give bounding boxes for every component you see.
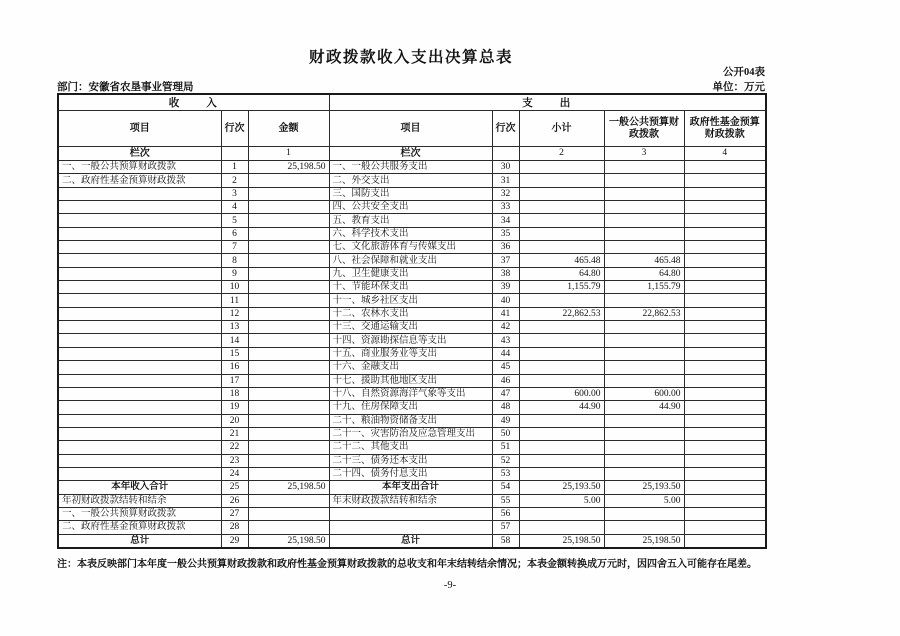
income-amount-cell: [248, 441, 329, 454]
income-amount-cell: [248, 187, 329, 200]
income-amount-cell: [248, 321, 329, 334]
income-line-cell: 29: [221, 534, 248, 548]
income-amount-cell: [248, 507, 329, 520]
income-item-cell: [58, 467, 221, 480]
expense-subtotal-cell: [519, 187, 604, 200]
income-line-cell: 6: [221, 227, 248, 240]
table-row: [58, 347, 766, 360]
table-row: [58, 241, 766, 254]
expense-gov-fund-cell: [684, 334, 766, 347]
expense-subtotal-cell: 64.80: [519, 267, 604, 280]
table-row: [58, 361, 766, 374]
expense-general-budget-cell: 465.48: [604, 254, 684, 267]
income-line-cell: 16: [221, 361, 248, 374]
col-header-expense-subtotal: 小计: [519, 111, 604, 147]
expense-general-budget-cell: 5.00: [604, 494, 684, 507]
income-line-cell: 13: [221, 321, 248, 334]
income-section-header: 收 入: [58, 94, 329, 111]
expense-item-cell: 六、科学技术支出: [329, 227, 492, 240]
table-row: [58, 454, 766, 467]
expense-item-cell: 十八、自然资源海洋气象等支出: [329, 387, 492, 400]
income-line-cell: 18: [221, 387, 248, 400]
income-item-cell: [58, 214, 221, 227]
income-line-cell: 4: [221, 201, 248, 214]
expense-subtotal-cell: 465.48: [519, 254, 604, 267]
income-line-cell: 9: [221, 267, 248, 280]
expense-subtotal-cell: 5.00: [519, 494, 604, 507]
expense-item-cell: 二十、粮油物资储备支出: [329, 414, 492, 427]
expense-item-cell: 十五、商业服务业等支出: [329, 347, 492, 360]
expense-subtotal-cell: [519, 441, 604, 454]
expense-subtotal-cell: [519, 227, 604, 240]
expense-gov-fund-cell: [684, 281, 766, 294]
expense-gov-fund-cell: [684, 534, 766, 548]
income-amount-cell: [248, 334, 329, 347]
expense-subtotal-cell: [519, 214, 604, 227]
income-item-cell: [58, 241, 221, 254]
expense-item-cell: 年末财政拨款结转和结余: [329, 494, 492, 507]
income-line-cell: 26: [221, 494, 248, 507]
expense-general-budget-cell: 44.90: [604, 401, 684, 414]
income-amount-cell: [248, 361, 329, 374]
expense-subtotal-cell: 25,193.50: [519, 481, 604, 494]
income-amount-cell: [248, 401, 329, 414]
expense-general-budget-cell: [604, 347, 684, 360]
expense-subtotal-cell: [519, 361, 604, 374]
page-number: -9-: [443, 580, 457, 591]
income-line-cell: 28: [221, 521, 248, 534]
col-header-expense-general-budget: 一般公共预算财政拨款: [604, 111, 684, 147]
expense-gov-fund-cell: [684, 187, 766, 200]
expense-line-cell: 48: [492, 401, 519, 414]
income-item-cell: [58, 401, 221, 414]
expense-general-budget-cell: [604, 294, 684, 307]
section-header-row: [58, 94, 766, 111]
income-item-cell: [58, 227, 221, 240]
income-amount-cell: [248, 214, 329, 227]
income-item-cell: 一、一般公共预算财政拨款: [58, 161, 221, 174]
income-item-cell: [58, 374, 221, 387]
income-item-cell: [58, 334, 221, 347]
expense-general-budget-cell: [604, 201, 684, 214]
expense-item-cell: 七、文化旅游体育与传媒支出: [329, 241, 492, 254]
income-item-cell: 年初财政拨款结转和结余: [58, 494, 221, 507]
table-row: [58, 227, 766, 240]
expense-gov-fund-cell: [684, 267, 766, 280]
expense-general-budget-cell: [604, 441, 684, 454]
column-index-row: [58, 147, 766, 161]
budget-table: [57, 93, 767, 549]
expense-subtotal-cell: [519, 467, 604, 480]
expense-subtotal-cell: 1,155.79: [519, 281, 604, 294]
expense-gov-fund-cell: [684, 481, 766, 494]
expense-item-cell: 十三、交通运输支出: [329, 321, 492, 334]
income-line-cell: 7: [221, 241, 248, 254]
expense-general-budget-cell: [604, 374, 684, 387]
income-amount-cell: [248, 414, 329, 427]
expense-section-header: 支 出: [329, 94, 766, 111]
index-income-line: [221, 147, 248, 161]
income-amount-cell: [248, 454, 329, 467]
expense-line-cell: 55: [492, 494, 519, 507]
income-amount-cell: [248, 521, 329, 534]
expense-gov-fund-cell: [684, 521, 766, 534]
income-amount-cell: [248, 347, 329, 360]
income-line-cell: 25: [221, 481, 248, 494]
income-line-cell: 3: [221, 187, 248, 200]
expense-line-cell: 50: [492, 427, 519, 440]
income-item-cell: 总计: [58, 534, 221, 548]
expense-general-budget-cell: [604, 361, 684, 374]
expense-line-cell: 33: [492, 201, 519, 214]
expense-item-cell: [329, 507, 492, 520]
income-line-cell: 20: [221, 414, 248, 427]
expense-item-cell: 一、一般公共服务支出: [329, 161, 492, 174]
expense-gov-fund-cell: [684, 241, 766, 254]
col-header-expense-line: 行次: [492, 111, 519, 147]
income-item-cell: [58, 294, 221, 307]
expense-line-cell: 30: [492, 161, 519, 174]
expense-gov-fund-cell: [684, 494, 766, 507]
expense-gov-fund-cell: [684, 347, 766, 360]
table-row: [58, 294, 766, 307]
income-item-cell: [58, 187, 221, 200]
expense-general-budget-cell: [604, 174, 684, 187]
income-line-cell: 23: [221, 454, 248, 467]
expense-line-cell: 43: [492, 334, 519, 347]
expense-item-cell: 十九、住房保障支出: [329, 401, 492, 414]
expense-item-cell: 十六、金融支出: [329, 361, 492, 374]
expense-line-cell: 53: [492, 467, 519, 480]
expense-general-budget-cell: [604, 454, 684, 467]
expense-line-cell: 36: [492, 241, 519, 254]
expense-gov-fund-cell: [684, 427, 766, 440]
expense-general-budget-cell: 25,193.50: [604, 481, 684, 494]
expense-line-cell: 56: [492, 507, 519, 520]
expense-item-cell: [329, 521, 492, 534]
expense-line-cell: 31: [492, 174, 519, 187]
income-item-cell: 一、一般公共预算财政拨款: [58, 507, 221, 520]
income-amount-cell: 25,198.50: [248, 534, 329, 548]
expense-subtotal-cell: [519, 414, 604, 427]
income-line-cell: 11: [221, 294, 248, 307]
expense-line-cell: 49: [492, 414, 519, 427]
table-row: [58, 481, 766, 494]
table-row: [58, 267, 766, 280]
col-header-expense-gov-fund: 政府性基金预算财政拨款: [684, 111, 766, 147]
table-row: [58, 214, 766, 227]
expense-gov-fund-cell: [684, 387, 766, 400]
expense-line-cell: 44: [492, 347, 519, 360]
expense-subtotal-cell: [519, 321, 604, 334]
income-line-cell: 19: [221, 401, 248, 414]
col-header-expense-item: 项目: [329, 111, 492, 147]
expense-item-cell: 二十三、债务还本支出: [329, 454, 492, 467]
expense-item-cell: 三、国防支出: [329, 187, 492, 200]
income-item-cell: [58, 281, 221, 294]
expense-gov-fund-cell: [684, 254, 766, 267]
expense-general-budget-cell: [604, 187, 684, 200]
income-amount-cell: [248, 374, 329, 387]
expense-item-cell: 十一、城乡社区支出: [329, 294, 492, 307]
table-row: [58, 441, 766, 454]
income-line-cell: 1: [221, 161, 248, 174]
income-amount-cell: 25,198.50: [248, 161, 329, 174]
income-line-cell: 15: [221, 347, 248, 360]
expense-subtotal-cell: [519, 201, 604, 214]
table-row: [58, 334, 766, 347]
table-row: [58, 187, 766, 200]
expense-general-budget-cell: [604, 521, 684, 534]
expense-line-cell: 54: [492, 481, 519, 494]
table-row: [58, 427, 766, 440]
income-item-cell: 本年收入合计: [58, 481, 221, 494]
income-item-cell: [58, 307, 221, 320]
expense-general-budget-cell: [604, 334, 684, 347]
expense-line-cell: 58: [492, 534, 519, 548]
expense-gov-fund-cell: [684, 374, 766, 387]
expense-item-cell: 五、教育支出: [329, 214, 492, 227]
expense-gov-fund-cell: [684, 507, 766, 520]
expense-line-cell: 42: [492, 321, 519, 334]
income-item-cell: 二、政府性基金预算财政拨款: [58, 521, 221, 534]
income-amount-cell: [248, 427, 329, 440]
expense-item-cell: 二十一、灾害防治及应急管理支出: [329, 427, 492, 440]
income-item-cell: [58, 387, 221, 400]
expense-subtotal-cell: [519, 454, 604, 467]
expense-line-cell: 47: [492, 387, 519, 400]
expense-item-cell: 二、外交支出: [329, 174, 492, 187]
table-row: [58, 401, 766, 414]
expense-general-budget-cell: 25,198.50: [604, 534, 684, 548]
index-expense-subtotal: 2: [519, 147, 604, 161]
table-row: [58, 534, 766, 548]
unit-label: 单位：万元: [712, 82, 765, 93]
income-line-cell: 14: [221, 334, 248, 347]
expense-subtotal-cell: 600.00: [519, 387, 604, 400]
income-amount-cell: [248, 201, 329, 214]
expense-general-budget-cell: [604, 241, 684, 254]
index-expense-gov-fund: 4: [684, 147, 766, 161]
income-line-cell: 12: [221, 307, 248, 320]
table-row: [58, 307, 766, 320]
column-header-row: [58, 111, 766, 147]
expense-line-cell: 35: [492, 227, 519, 240]
expense-item-cell: 二十二、其他支出: [329, 441, 492, 454]
expense-line-cell: 40: [492, 294, 519, 307]
index-expense-general-budget: 3: [604, 147, 684, 161]
expense-gov-fund-cell: [684, 361, 766, 374]
expense-gov-fund-cell: [684, 214, 766, 227]
expense-general-budget-cell: [604, 321, 684, 334]
expense-line-cell: 32: [492, 187, 519, 200]
expense-general-budget-cell: 600.00: [604, 387, 684, 400]
income-line-cell: 2: [221, 174, 248, 187]
expense-subtotal-cell: 44.90: [519, 401, 604, 414]
expense-general-budget-cell: [604, 414, 684, 427]
expense-line-cell: 51: [492, 441, 519, 454]
expense-gov-fund-cell: [684, 401, 766, 414]
table-row: [58, 414, 766, 427]
table-row: [58, 281, 766, 294]
expense-item-cell: 八、社会保障和就业支出: [329, 254, 492, 267]
income-amount-cell: [248, 294, 329, 307]
table-body: [58, 161, 766, 548]
income-amount-cell: [248, 467, 329, 480]
income-item-cell: [58, 361, 221, 374]
expense-item-cell: 本年支出合计: [329, 481, 492, 494]
expense-line-cell: 38: [492, 267, 519, 280]
index-income-amount: 1: [248, 147, 329, 161]
income-item-cell: [58, 441, 221, 454]
expense-subtotal-cell: [519, 161, 604, 174]
expense-item-cell: 九、卫生健康支出: [329, 267, 492, 280]
income-amount-cell: [248, 281, 329, 294]
income-amount-cell: [248, 254, 329, 267]
income-line-cell: 8: [221, 254, 248, 267]
department-label: 部门：安徽省农垦事业管理局: [57, 82, 194, 93]
expense-subtotal-cell: [519, 347, 604, 360]
index-income-item: 栏次: [58, 147, 221, 161]
expense-subtotal-cell: [519, 334, 604, 347]
expense-subtotal-cell: 22,862.53: [519, 307, 604, 320]
expense-subtotal-cell: [519, 374, 604, 387]
income-item-cell: [58, 254, 221, 267]
expense-line-cell: 52: [492, 454, 519, 467]
expense-general-budget-cell: [604, 467, 684, 480]
expense-gov-fund-cell: [684, 321, 766, 334]
expense-line-cell: 41: [492, 307, 519, 320]
meta-row: [57, 79, 765, 94]
income-line-cell: 24: [221, 467, 248, 480]
expense-general-budget-cell: [604, 161, 684, 174]
income-line-cell: 21: [221, 427, 248, 440]
col-header-income-line: 行次: [221, 111, 248, 147]
income-amount-cell: [248, 241, 329, 254]
income-item-cell: [58, 454, 221, 467]
page-title: 财政拨款收入支出决算总表: [308, 49, 513, 66]
income-amount-cell: [248, 494, 329, 507]
expense-line-cell: 37: [492, 254, 519, 267]
income-line-cell: 5: [221, 214, 248, 227]
income-line-cell: 17: [221, 374, 248, 387]
expense-general-budget-cell: [604, 214, 684, 227]
form-number: 公开04表: [723, 67, 765, 78]
expense-subtotal-cell: [519, 427, 604, 440]
expense-gov-fund-cell: [684, 307, 766, 320]
income-line-cell: 27: [221, 507, 248, 520]
expense-line-cell: 57: [492, 521, 519, 534]
income-line-cell: 10: [221, 281, 248, 294]
income-item-cell: [58, 201, 221, 214]
income-amount-cell: [248, 387, 329, 400]
table-row: [58, 374, 766, 387]
income-amount-cell: [248, 307, 329, 320]
expense-item-cell: 十七、援助其他地区支出: [329, 374, 492, 387]
expense-gov-fund-cell: [684, 467, 766, 480]
expense-item-cell: 二十四、债务付息支出: [329, 467, 492, 480]
income-item-cell: [58, 347, 221, 360]
expense-gov-fund-cell: [684, 174, 766, 187]
expense-line-cell: 46: [492, 374, 519, 387]
expense-line-cell: 39: [492, 281, 519, 294]
income-amount-cell: [248, 174, 329, 187]
table-row: [58, 174, 766, 187]
expense-gov-fund-cell: [684, 454, 766, 467]
col-header-income-amount: 金额: [248, 111, 329, 147]
income-item-cell: 二、政府性基金预算财政拨款: [58, 174, 221, 187]
footnote: 注：本表反映部门本年度一般公共预算财政拨款和政府性基金预算财政拨款的总收支和年末结转结余情况；本表金额转换成万元时，因四舍五入可能存在尾差。: [57, 559, 757, 570]
expense-general-budget-cell: [604, 507, 684, 520]
table-row: [58, 467, 766, 480]
income-amount-cell: 25,198.50: [248, 481, 329, 494]
table-row: [58, 321, 766, 334]
index-expense-item: 栏次: [329, 147, 492, 161]
expense-general-budget-cell: 1,155.79: [604, 281, 684, 294]
table-row: [58, 521, 766, 534]
index-expense-line: [492, 147, 519, 161]
expense-gov-fund-cell: [684, 414, 766, 427]
expense-subtotal-cell: 25,198.50: [519, 534, 604, 548]
expense-subtotal-cell: [519, 174, 604, 187]
expense-line-cell: 34: [492, 214, 519, 227]
expense-general-budget-cell: [604, 227, 684, 240]
expense-gov-fund-cell: [684, 161, 766, 174]
expense-subtotal-cell: [519, 241, 604, 254]
expense-general-budget-cell: 64.80: [604, 267, 684, 280]
expense-item-cell: 十、节能环保支出: [329, 281, 492, 294]
expense-line-cell: 45: [492, 361, 519, 374]
expense-gov-fund-cell: [684, 441, 766, 454]
income-item-cell: [58, 267, 221, 280]
expense-gov-fund-cell: [684, 227, 766, 240]
expense-gov-fund-cell: [684, 294, 766, 307]
col-header-income-item: 项目: [58, 111, 221, 147]
income-amount-cell: [248, 267, 329, 280]
expense-item-cell: 十二、农林水支出: [329, 307, 492, 320]
income-amount-cell: [248, 227, 329, 240]
expense-general-budget-cell: [604, 427, 684, 440]
expense-item-cell: 四、公共安全支出: [329, 201, 492, 214]
income-item-cell: [58, 427, 221, 440]
table-row: [58, 387, 766, 400]
expense-item-cell: 总计: [329, 534, 492, 548]
table-row: [58, 254, 766, 267]
income-item-cell: [58, 321, 221, 334]
expense-subtotal-cell: [519, 294, 604, 307]
table-row: [58, 507, 766, 520]
table-row: [58, 161, 766, 174]
table-row: [58, 494, 766, 507]
expense-subtotal-cell: [519, 521, 604, 534]
table-row: [58, 201, 766, 214]
expense-general-budget-cell: 22,862.53: [604, 307, 684, 320]
expense-subtotal-cell: [519, 507, 604, 520]
expense-item-cell: 十四、资源勘探信息等支出: [329, 334, 492, 347]
income-item-cell: [58, 414, 221, 427]
expense-gov-fund-cell: [684, 201, 766, 214]
income-line-cell: 22: [221, 441, 248, 454]
